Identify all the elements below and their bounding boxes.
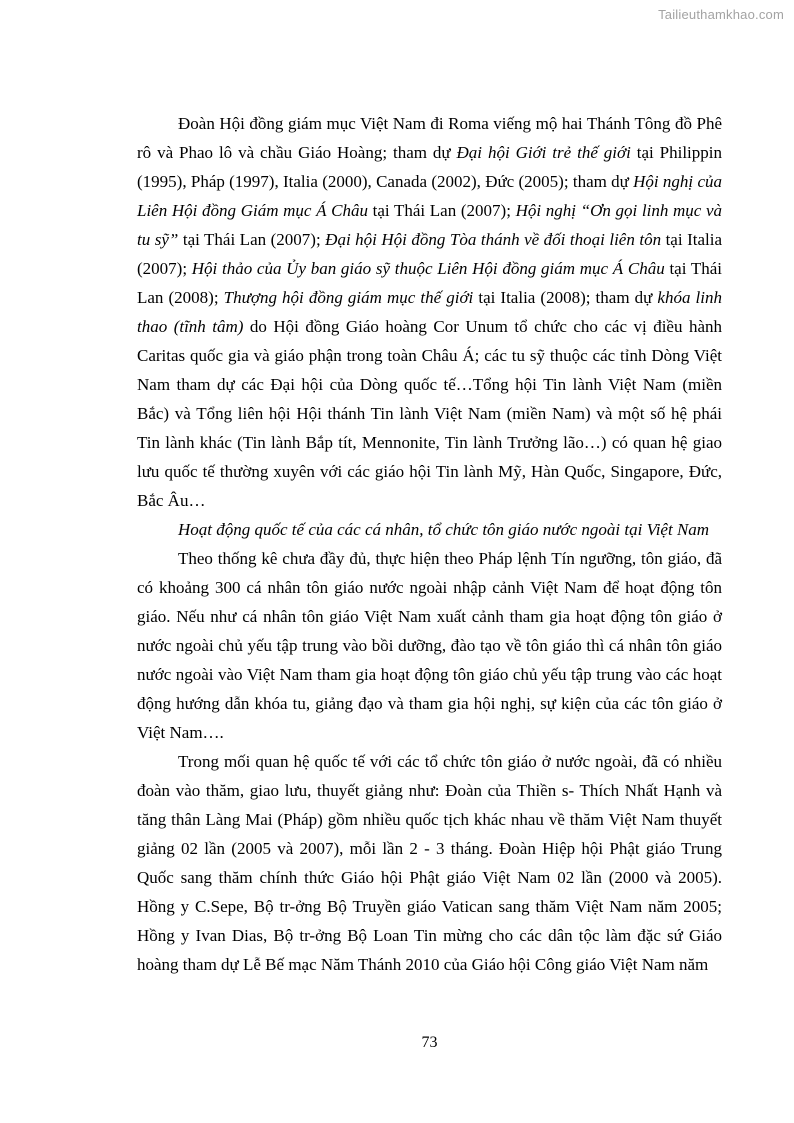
paragraph — [137, 544, 722, 747]
text-run: Đoàn Hội đồng giám mục Việt Nam đi Roma viếng mộ hai Thánh Tông đồ Phê rô và Phao lô và chầu Giáo Hoàng; tham dự — [137, 114, 722, 162]
text-run: tại Italia (2007); — [137, 230, 722, 278]
text-run: tại Thái Lan (2008); — [137, 259, 723, 307]
document-body — [137, 109, 722, 979]
watermark-text: Tailieuthamkhao.com — [658, 7, 784, 22]
italic-text-run: Thượng hội đồng giám mục thế giới — [223, 288, 474, 307]
text-run: tại Thái Lan (2007); — [367, 201, 516, 220]
italic-text-run: Hoạt động quốc tế của các cá nhân, tổ chức tôn giáo nước ngoài tại Việt Nam — [178, 520, 710, 539]
italic-text-run: Đại hội Hội đồng Tòa thánh về đối thoại liên tôn — [325, 230, 662, 249]
page-number: 73 — [421, 1034, 438, 1051]
italic-text-run: khóa linh thao (tĩnh tâm) — [137, 288, 722, 336]
text-run: do Hội đồng Giáo hoàng Cor Unum tổ chức cho các vị điều hành Caritas quốc gia và giáo phận trong toàn Châu Á; các tu sỹ thuộc các tỉnh Dòng Việt Nam tham dự các Đại hội của Dòng quốc tế…Tổng hội Tin lành Việt Nam (miền Bắc) và Tổng liên hội Hội thánh Tin lành Việt Nam (miền Nam) và một số hệ phái Tin lành khác (Tin lành Bắp tít, Mennonite, Tin lành Trưởng lão…) có quan hệ giao lưu quốc tế thường xuyên với các giáo hội Tin lành Mỹ, Hàn Quốc, Singapore, Đức, Bắc Âu… — [137, 317, 722, 510]
text-run: tại Philippin (1995), Pháp (1997), Italia (2000), Canada (2002), Đức (2005); tham dự — [137, 143, 722, 191]
paragraph — [137, 747, 722, 979]
text-run: tại Italia (2008); tham dự — [473, 288, 658, 307]
italic-text-run: Hội thảo của Ủy ban giáo sỹ thuộc Liên Hội đồng giám mục Á Châu — [191, 259, 665, 278]
text-run: tại Thái Lan (2007); — [178, 230, 326, 249]
text-run: Theo thống kê chưa đầy đủ, thực hiện theo Pháp lệnh Tín ngưỡng, tôn giáo, đã có khoảng 300 cá nhân tôn giáo nước ngoài nhập cảnh Việt Nam để hoạt động tôn giáo. Nếu như cá nhân tôn giáo Việt Nam xuất cảnh tham gia hoạt động tôn giáo ở nước ngoài chủ yếu tập trung vào bồi dưỡng, đào tạo về tôn giáo thì cá nhân tôn giáo nước ngoài vào Việt Nam tham gia hoạt động tôn giáo chủ yếu tập trung vào các hoạt động hướng dẫn khóa tu, giảng đạo và tham gia hội nghị, sự kiện của các tôn giáo ở Việt Nam…. — [137, 549, 722, 742]
paragraph — [137, 109, 722, 515]
italic-text-run: Hội nghị của Liên Hội đồng Giám mục Á Châu — [137, 172, 722, 220]
italic-text-run: Hội nghị “Ơn gọi linh mục và tu sỹ” — [137, 201, 723, 249]
section-heading — [137, 515, 722, 544]
italic-text-run: Đại hội Giới trẻ thế giới — [456, 143, 631, 162]
text-run: Trong mối quan hệ quốc tế với các tổ chức tôn giáo ở nước ngoài, đã có nhiều đoàn vào thăm, giao lưu, thuyết giảng như: Đoàn của Thiền s- Thích Nhất Hạnh và tăng thân Làng Mai (Pháp) gồm nhiều quốc tịch khác nhau về thăm Việt Nam thuyết giảng 02 lần (2005 và 2007), mỗi lần 2 - 3 tháng. Đoàn Hiệp hội Phật giáo Trung Quốc sang thăm chính thức Giáo hội Phật giáo Việt Nam 02 lần (2000 và 2005). Hồng y C.Sepe, Bộ tr-ởng Bộ Truyền giáo Vatican sang thăm Việt Nam năm 2005; Hồng y Ivan Dias, Bộ tr-ởng Bộ Loan Tin mừng cho các dân tộc làm đặc sứ Giáo hoàng tham dự Lễ Bế mạc Năm Thánh 2010 của Giáo hội Công giáo Việt Nam năm — [137, 752, 722, 974]
